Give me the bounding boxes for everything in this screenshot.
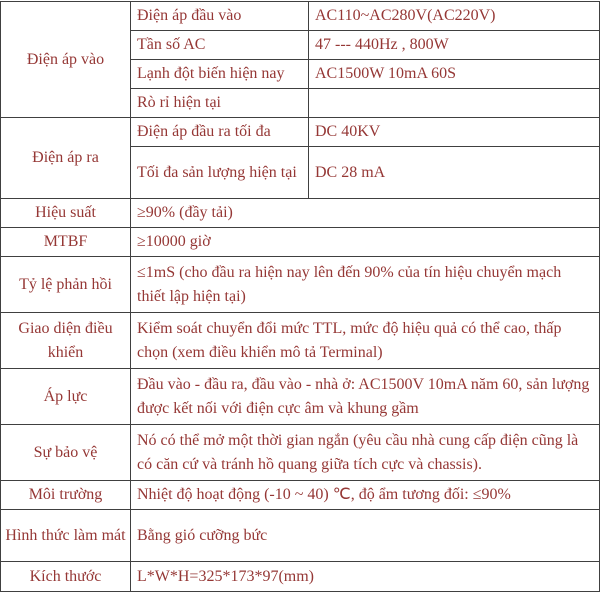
value-dimensions: L*W*H=325*173*97(mm) bbox=[131, 562, 600, 592]
label-dimensions: Kích thước bbox=[1, 562, 131, 592]
value-cold-surge: AC1500W 10mA 60S bbox=[309, 60, 600, 89]
value-input-voltage: AC110~AC280V(AC220V) bbox=[309, 2, 600, 31]
label-environment: Môi trường bbox=[1, 481, 131, 510]
label-control-interface: Giao diện điều khiển bbox=[1, 313, 131, 369]
table-row bbox=[1, 257, 600, 313]
label-pressure: Áp lực bbox=[1, 369, 131, 425]
table-row bbox=[1, 369, 600, 425]
value-protection: Nó có thể mở một thời gian ngắn (yêu cầu nhà cung cấp điện cũng là có căn cứ và tránh hồ quang giữa tích cực và chassis). bbox=[131, 425, 600, 481]
table-row bbox=[1, 313, 600, 369]
table-row bbox=[1, 199, 600, 228]
table-row bbox=[1, 481, 600, 510]
value-mtbf: ≥10000 giờ bbox=[131, 228, 600, 257]
label-protection: Sự bảo vệ bbox=[1, 425, 131, 481]
param-ac-frequency: Tần số AC bbox=[131, 31, 309, 60]
param-max-output-current: Tối đa sản lượng hiện tại bbox=[131, 147, 309, 199]
label-cooling-method: Hình thức làm mát bbox=[1, 510, 131, 562]
spec-table bbox=[0, 1, 600, 592]
label-response-rate: Tỷ lệ phản hồi bbox=[1, 257, 131, 313]
table-row bbox=[1, 228, 600, 257]
group-label-input-voltage: Điện áp vào bbox=[1, 2, 131, 118]
value-max-output-voltage: DC 40KV bbox=[309, 118, 600, 147]
table-row bbox=[1, 562, 600, 592]
value-response-rate: ≤1mS (cho đầu ra hiện nay lên đến 90% của tín hiệu chuyển mạch thiết lập hiện tại) bbox=[131, 257, 600, 313]
value-pressure: Đầu vào - đầu ra, đầu vào - nhà ở: AC1500V 10mA năm 60, sản lượng được kết nối với điện cực âm và khung gầm bbox=[131, 369, 600, 425]
table-row bbox=[1, 510, 600, 562]
param-leakage-current: Rò rỉ hiện tại bbox=[131, 89, 309, 118]
param-cold-surge: Lạnh đột biến hiện nay bbox=[131, 60, 309, 89]
table-row bbox=[1, 118, 600, 147]
value-environment: Nhiệt độ hoạt động (-10 ~ 40) ℃, độ ẩm tương đối: ≤90% bbox=[131, 481, 600, 510]
table-row bbox=[1, 425, 600, 481]
param-input-voltage: Điện áp đầu vào bbox=[131, 2, 309, 31]
group-label-output-voltage: Điện áp ra bbox=[1, 118, 131, 199]
label-efficiency: Hiệu suất bbox=[1, 199, 131, 228]
value-cooling-method: Bằng gió cưỡng bức bbox=[131, 510, 600, 562]
label-mtbf: MTBF bbox=[1, 228, 131, 257]
value-ac-frequency: 47 --- 440Hz , 800W bbox=[309, 31, 600, 60]
value-leakage-current bbox=[309, 89, 600, 118]
value-efficiency: ≥90% (đầy tải) bbox=[131, 199, 600, 228]
table-row bbox=[1, 2, 600, 31]
value-control-interface: Kiểm soát chuyển đổi mức TTL, mức độ hiệu quả có thể cao, thấp chọn (xem điều khiển mô tả Terminal) bbox=[131, 313, 600, 369]
param-max-output-voltage: Điện áp đầu ra tối đa bbox=[131, 118, 309, 147]
value-max-output-current: DC 28 mA bbox=[309, 147, 600, 199]
